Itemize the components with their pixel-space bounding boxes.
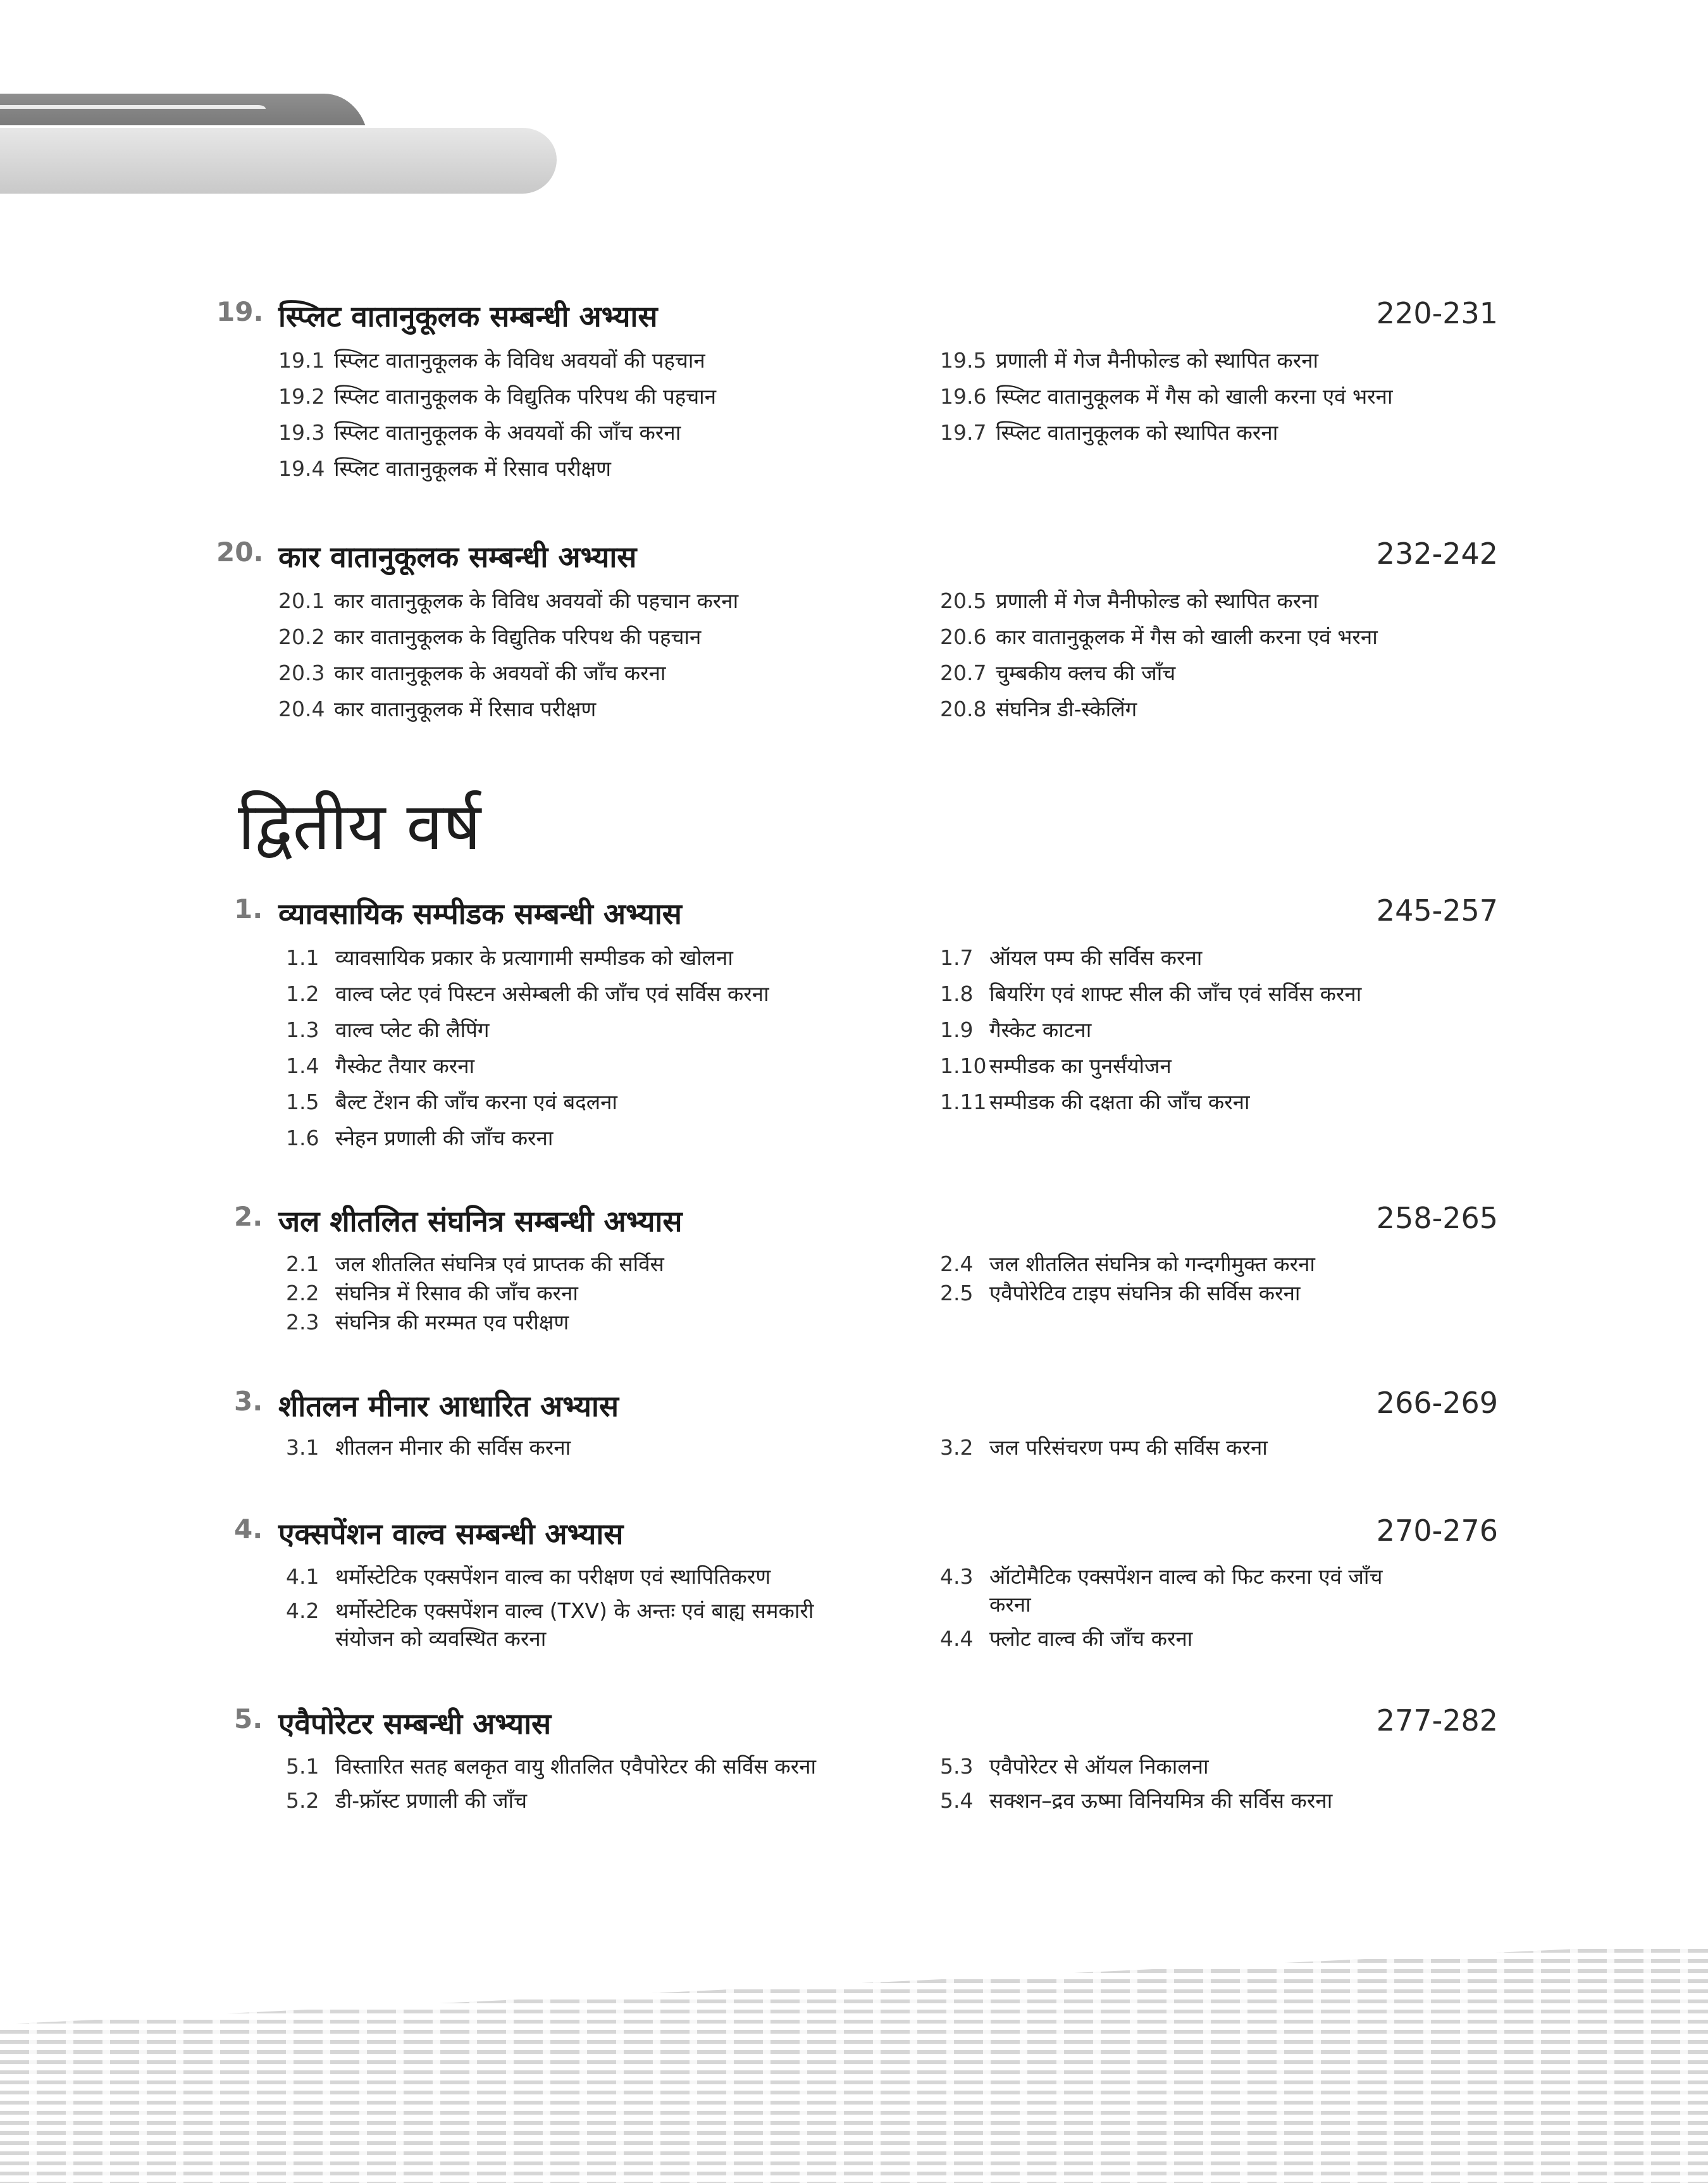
section-pages: 270-276 bbox=[1376, 1514, 1498, 1548]
toc-item bbox=[286, 1124, 919, 1152]
toc-item bbox=[286, 1250, 919, 1278]
toc-column-right bbox=[940, 1250, 1509, 1309]
toc-item-number: 1.4 bbox=[286, 1054, 319, 1078]
toc-item bbox=[286, 1434, 919, 1462]
toc-item-text: फ्लोट वाल्व की जाँच करना bbox=[989, 1626, 1193, 1651]
toc-item-text: वाल्व प्लेट की लैपिंग bbox=[335, 1017, 490, 1042]
toc-item-text: विस्तारित सतह बलकृत वायु शीतलित एवैपोरेटर की सर्विस करना bbox=[335, 1754, 817, 1779]
toc-item bbox=[286, 1309, 919, 1336]
toc-item-number: 20.3 bbox=[278, 661, 325, 685]
toc-item bbox=[940, 1279, 1509, 1307]
year-heading: द्वितीय वर्ष bbox=[238, 788, 481, 865]
toc-item-number: 1.10 bbox=[940, 1054, 987, 1078]
toc-item-text: डी-फ्रॉस्ट प्रणाली की जाँच bbox=[335, 1788, 528, 1813]
toc-item bbox=[940, 1434, 1509, 1462]
toc-section-1 bbox=[0, 893, 1708, 1150]
toc-item-text: व्यावसायिक प्रकार के प्रत्यागामी सम्पीडक को खोलना bbox=[335, 945, 733, 970]
toc-item-number: 19.6 bbox=[940, 384, 987, 409]
toc-section-3 bbox=[0, 1386, 1708, 1460]
toc-item-number: 4.1 bbox=[286, 1564, 319, 1589]
section-pages: 245-257 bbox=[1376, 893, 1498, 928]
toc-item-number: 4.3 bbox=[940, 1564, 974, 1589]
toc-item-number: 2.4 bbox=[940, 1252, 974, 1276]
toc-item bbox=[286, 1088, 919, 1116]
toc-item-number: 5.4 bbox=[940, 1788, 974, 1813]
toc-item-number: 19.2 bbox=[278, 384, 325, 409]
toc-section-header bbox=[0, 537, 1708, 581]
toc-item-text: स्प्लिट वातानुकूलक के विविध अवयवों की पहचान bbox=[334, 348, 705, 373]
toc-item-text: सक्शन–द्रव ऊष्मा विनियमित्र की सर्विस करना bbox=[989, 1788, 1333, 1813]
toc-column-left bbox=[286, 1753, 843, 1821]
toc-item-text: गैस्केट काटना bbox=[989, 1017, 1092, 1042]
toc-item-text: संघनित्र डी-स्केलिंग bbox=[996, 697, 1137, 721]
toc-item bbox=[278, 623, 911, 651]
section-pages: 258-265 bbox=[1376, 1201, 1498, 1235]
section-pages: 266-269 bbox=[1376, 1386, 1498, 1420]
toc-item bbox=[286, 980, 919, 1008]
toc-item bbox=[940, 347, 1509, 375]
toc-item bbox=[278, 455, 911, 483]
toc-item bbox=[278, 419, 911, 447]
toc-item-text: स्प्लिट वातानुकूलक के विद्युतिक परिपथ की पहचान bbox=[334, 384, 717, 409]
toc-item-number: 20.8 bbox=[940, 697, 987, 721]
toc-section-header bbox=[0, 1703, 1708, 1748]
toc-item bbox=[940, 980, 1509, 1008]
toc-item-number: 4.4 bbox=[940, 1626, 974, 1651]
toc-section-19 bbox=[0, 296, 1708, 481]
toc-section-header bbox=[0, 1201, 1708, 1245]
toc-item-number: 5.1 bbox=[286, 1754, 319, 1779]
toc-item-number: 20.4 bbox=[278, 697, 325, 721]
toc-section-header bbox=[0, 1514, 1708, 1558]
toc-column-right bbox=[940, 1434, 1509, 1470]
section-number: 3. bbox=[234, 1386, 263, 1417]
toc-item-number: 19.4 bbox=[278, 456, 325, 481]
toc-column-right bbox=[940, 347, 1509, 455]
section-number: 1. bbox=[234, 893, 263, 924]
section-number: 19. bbox=[216, 296, 264, 327]
toc-column-left bbox=[286, 1434, 919, 1470]
toc-item bbox=[278, 695, 911, 723]
toc-item-text: स्प्लिट वातानुकूलक में गैस को खाली करना एवं भरना bbox=[996, 384, 1393, 409]
section-number: 4. bbox=[234, 1514, 263, 1545]
toc-item-number: 4.2 bbox=[286, 1598, 319, 1623]
toc-section-20 bbox=[0, 537, 1708, 721]
toc-column-left bbox=[286, 944, 919, 1160]
toc-item-text: कार वातानुकूलक के अवयवों की जाँच करना bbox=[334, 661, 666, 685]
toc-item-text: शीतलन मीनार की सर्विस करना bbox=[335, 1435, 571, 1460]
section-pages: 232-242 bbox=[1376, 537, 1498, 571]
toc-item-number: 1.3 bbox=[286, 1017, 319, 1042]
toc-column-right bbox=[940, 1753, 1509, 1821]
toc-item bbox=[940, 1016, 1509, 1044]
toc-column-left bbox=[286, 1563, 855, 1659]
toc-item-number: 20.5 bbox=[940, 588, 987, 613]
toc-item bbox=[940, 383, 1509, 411]
toc-item-text: कार वातानुकूलक के विविध अवयवों की पहचान करना bbox=[334, 588, 739, 613]
toc-item bbox=[278, 383, 911, 411]
toc-item-text: थर्मोस्टेटिक एक्सपेंशन वाल्व का परीक्षण एवं स्थापितिकरण bbox=[335, 1564, 771, 1589]
toc-item-text: स्नेहन प्रणाली की जाँच करना bbox=[335, 1126, 554, 1150]
toc-item bbox=[940, 1088, 1509, 1116]
toc-item-number: 1.11 bbox=[940, 1090, 987, 1114]
toc-item-number: 1.2 bbox=[286, 981, 319, 1006]
toc-column-left bbox=[278, 587, 911, 731]
toc-item bbox=[286, 1753, 843, 1781]
section-title: एवैपोरेटर सम्बन्धी अभ्यास bbox=[278, 1707, 552, 1741]
toc-column-left bbox=[286, 1250, 919, 1338]
toc-item-number: 1.1 bbox=[286, 945, 319, 970]
section-number: 20. bbox=[216, 537, 264, 568]
toc-item-text: स्प्लिट वातानुकूलक के अवयवों की जाँच करना bbox=[334, 420, 681, 445]
toc-item bbox=[286, 1016, 919, 1044]
toc-item-number: 1.6 bbox=[286, 1126, 319, 1150]
toc-section-4 bbox=[0, 1514, 1708, 1651]
section-title: एक्सपेंशन वाल्व सम्बन्धी अभ्यास bbox=[278, 1517, 624, 1551]
toc-item-text: कार वातानुकूलक में रिसाव परीक्षण bbox=[334, 697, 597, 721]
toc-item-text: स्प्लिट वातानुकूलक में रिसाव परीक्षण bbox=[334, 456, 612, 481]
toc-column-left bbox=[278, 347, 911, 491]
toc-item-text: संघनित्र की मरम्मत एव परीक्षण bbox=[335, 1310, 569, 1334]
toc-item-number: 1.8 bbox=[940, 981, 974, 1006]
toc-column-right bbox=[940, 944, 1509, 1124]
toc-item-text: जल शीतलित संघनित्र को गन्दगीमुक्त करना bbox=[989, 1252, 1315, 1276]
section-title: शीतलन मीनार आधारित अभ्यास bbox=[278, 1389, 619, 1423]
section-number: 2. bbox=[234, 1201, 263, 1232]
toc-item-text: ऑयल पम्प की सर्विस करना bbox=[989, 945, 1203, 970]
toc-item-text: एवैपोरेटर से ऑयल निकालना bbox=[989, 1754, 1209, 1779]
toc-item-text: जल परिसंचरण पम्प की सर्विस करना bbox=[989, 1435, 1268, 1460]
section-pages: 220-231 bbox=[1376, 296, 1498, 330]
section-number: 5. bbox=[234, 1703, 263, 1734]
toc-item-number: 19.1 bbox=[278, 348, 325, 373]
header-tab-highlight bbox=[0, 105, 266, 109]
toc-item-text: स्प्लिट वातानुकूलक को स्थापित करना bbox=[996, 420, 1278, 445]
toc-item-number: 20.2 bbox=[278, 625, 325, 649]
toc-item-text: प्रणाली में गेज मैनीफोल्ड को स्थापित करना bbox=[996, 588, 1319, 613]
toc-section-header bbox=[0, 296, 1708, 340]
toc-section-header bbox=[0, 893, 1708, 938]
toc-item-number: 2.1 bbox=[286, 1252, 319, 1276]
toc-item bbox=[286, 944, 919, 972]
toc-item-text: संघनित्र में रिसाव की जाँच करना bbox=[335, 1281, 578, 1305]
toc-item-number: 1.7 bbox=[940, 945, 974, 970]
toc-item-number: 3.1 bbox=[286, 1435, 319, 1460]
toc-item-text: थर्मोस्टेटिक एक्सपेंशन वाल्व (TXV) के अन्तः एवं बाह्य समकारी संयोजन को व्यवस्थित करना bbox=[335, 1598, 814, 1651]
toc-item bbox=[940, 1753, 1509, 1781]
toc-item-number: 5.3 bbox=[940, 1754, 974, 1779]
toc-item bbox=[940, 419, 1509, 447]
toc-item bbox=[940, 944, 1509, 972]
toc-item-number: 2.5 bbox=[940, 1281, 974, 1305]
toc-item bbox=[286, 1787, 843, 1815]
toc-item-number: 19.3 bbox=[278, 420, 325, 445]
toc-item bbox=[940, 1787, 1509, 1815]
toc-item-number: 1.5 bbox=[286, 1090, 319, 1114]
toc-item bbox=[286, 1597, 855, 1653]
toc-item bbox=[940, 1563, 1421, 1619]
toc-item-number: 20.1 bbox=[278, 588, 325, 613]
section-title: जल शीतलित संघनित्र सम्बन्धी अभ्यास bbox=[278, 1204, 683, 1238]
toc-column-right bbox=[940, 587, 1509, 731]
toc-item-text: गैस्केट तैयार करना bbox=[335, 1054, 475, 1078]
section-title: व्यावसायिक सम्पीडक सम्बन्धी अभ्यास bbox=[278, 897, 682, 931]
toc-item-number: 19.5 bbox=[940, 348, 987, 373]
toc-item bbox=[940, 695, 1509, 723]
toc-item bbox=[286, 1279, 919, 1307]
toc-item-text: एवैपोरेटिव टाइप संघनित्र की सर्विस करना bbox=[989, 1281, 1301, 1305]
toc-section-header bbox=[0, 1386, 1708, 1430]
toc-item bbox=[940, 1250, 1509, 1278]
header-tab-light bbox=[0, 125, 557, 194]
toc-item-text: वाल्व प्लेट एवं पिस्टन असेम्बली की जाँच एवं सर्विस करना bbox=[335, 981, 769, 1006]
toc-item bbox=[286, 1563, 855, 1591]
toc-item-text: ऑटोमैटिक एक्सपेंशन वाल्व को फिट करना एवं जाँच करना bbox=[989, 1564, 1383, 1617]
footer-dash-pattern bbox=[0, 1943, 1708, 2183]
toc-item-text: जल शीतलित संघनित्र एवं प्राप्तक की सर्विस bbox=[335, 1252, 664, 1276]
section-pages: 277-282 bbox=[1376, 1703, 1498, 1738]
toc-item bbox=[940, 587, 1509, 615]
toc-item bbox=[940, 659, 1509, 687]
toc-item-number: 3.2 bbox=[940, 1435, 974, 1460]
toc-item-number: 1.9 bbox=[940, 1017, 974, 1042]
toc-item-text: बियरिंग एवं शाफ्ट सील की जाँच एवं सर्विस करना bbox=[989, 981, 1362, 1006]
toc-item-number: 2.3 bbox=[286, 1310, 319, 1334]
toc-item bbox=[940, 1052, 1509, 1080]
toc-item-number: 2.2 bbox=[286, 1281, 319, 1305]
toc-item bbox=[940, 1625, 1421, 1653]
toc-item-text: चुम्बकीय क्लच की जाँच bbox=[996, 661, 1176, 685]
toc-item-number: 20.7 bbox=[940, 661, 987, 685]
toc-item-number: 19.7 bbox=[940, 420, 987, 445]
toc-item bbox=[940, 623, 1509, 651]
toc-item bbox=[278, 587, 911, 615]
section-title: कार वातानुकूलक सम्बन्धी अभ्यास bbox=[278, 540, 637, 574]
toc-item-number: 20.6 bbox=[940, 625, 987, 649]
toc-column-right bbox=[940, 1563, 1421, 1659]
toc-item bbox=[278, 347, 911, 375]
toc-item-text: सम्पीडक का पुनर्संयोजन bbox=[989, 1054, 1172, 1078]
toc-item-text: बैल्ट टेंशन की जाँच करना एवं बदलना bbox=[335, 1090, 617, 1114]
toc-item-number: 5.2 bbox=[286, 1788, 319, 1813]
section-title: स्प्लिट वातानुकूलक सम्बन्धी अभ्यास bbox=[278, 299, 658, 333]
toc-item-text: कार वातानुकूलक में गैस को खाली करना एवं भरना bbox=[996, 625, 1378, 649]
toc-item-text: सम्पीडक की दक्षता की जाँच करना bbox=[989, 1090, 1250, 1114]
toc-item-text: प्रणाली में गेज मैनीफोल्ड को स्थापित करना bbox=[996, 348, 1319, 373]
toc-section-2 bbox=[0, 1201, 1708, 1334]
toc-section-5 bbox=[0, 1703, 1708, 1813]
toc-item-text: कार वातानुकूलक के विद्युतिक परिपथ की पहचान bbox=[334, 625, 702, 649]
toc-item bbox=[278, 659, 911, 687]
toc-item bbox=[286, 1052, 919, 1080]
